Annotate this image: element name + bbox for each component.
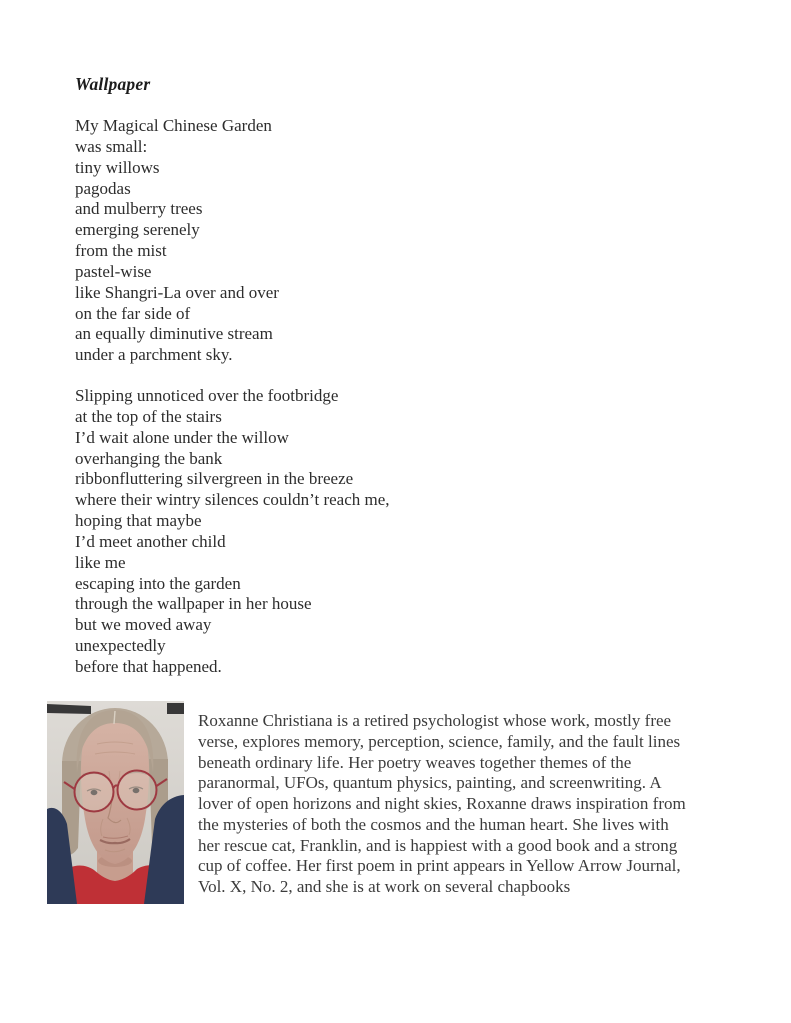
bio-line: verse, explores memory, perception, science, family, and the fault lines	[198, 731, 681, 751]
bio-line: cup of coffee. Her first poem in print appears in Yellow Arrow Journal,	[198, 856, 681, 876]
bio-line: Roxanne Christiana is a retired psychologist whose work, mostly free	[198, 711, 672, 730]
poem-line: I’d meet another child	[75, 531, 226, 551]
poem-line: before that happened.	[75, 656, 222, 676]
poem-title: Wallpaper	[75, 74, 151, 94]
poem-line: emerging serenely	[75, 220, 200, 240]
bio-line: Vol. X, No. 2, and she is at work on several chapbooks	[198, 877, 571, 896]
poem-line: an equally diminutive stream	[75, 324, 273, 344]
bio-line: beneath ordinary life. Her poetry weaves together themes of the	[198, 752, 632, 772]
photo-frame-bar-right	[167, 703, 184, 714]
bio-line: paranormal, UFOs, quantum physics, painting, and screenwriting. A	[198, 773, 662, 793]
poem-line: like Shangri-La over and over	[75, 282, 279, 302]
author-bio	[198, 711, 773, 898]
bio-line: her rescue cat, Franklin, and is happiest with a good book and a strong	[198, 835, 678, 855]
author-photo	[47, 701, 184, 904]
poem-line: unexpectedly	[75, 636, 166, 656]
poem-line: was small:	[75, 136, 148, 156]
poem-line: on the far side of	[75, 303, 191, 323]
poem-line: and mulberry trees	[75, 199, 203, 219]
poem-line: where their wintry silences couldn’t reach me,	[75, 490, 390, 510]
poem-line: through the wallpaper in her house	[75, 594, 312, 614]
poem-line: like me	[75, 552, 126, 572]
bio-line: the mysteries of both the cosmos and the human heart. She lives with	[198, 814, 669, 834]
poem-line: tiny willows	[75, 157, 160, 177]
poem-line: from the mist	[75, 241, 167, 261]
poem-line: escaping into the garden	[75, 573, 241, 593]
poem-stanza-1	[75, 116, 279, 366]
poem-line: ribbonfluttering silvergreen in the breeze	[75, 469, 354, 489]
poem-line: My Magical Chinese Garden	[75, 116, 272, 135]
author-photo-illustration	[47, 701, 184, 904]
poem-line: pastel-wise	[75, 261, 152, 281]
poem-line: but we moved away	[75, 615, 212, 635]
hair-part-line	[114, 711, 115, 724]
poem-line: hoping that maybe	[75, 511, 202, 531]
poem-stanza-2	[75, 386, 390, 678]
poem-line: Slipping unnoticed over the footbridge	[75, 386, 339, 405]
poem-line: overhanging the bank	[75, 448, 223, 468]
bio-line: lover of open horizons and night skies, Roxanne draws inspiration from	[198, 794, 686, 813]
poem-line: under a parchment sky.	[75, 345, 233, 365]
poem-line: at the top of the stairs	[75, 406, 222, 426]
poem-line: I’d wait alone under the willow	[75, 427, 289, 447]
poem-line: pagodas	[75, 178, 131, 198]
